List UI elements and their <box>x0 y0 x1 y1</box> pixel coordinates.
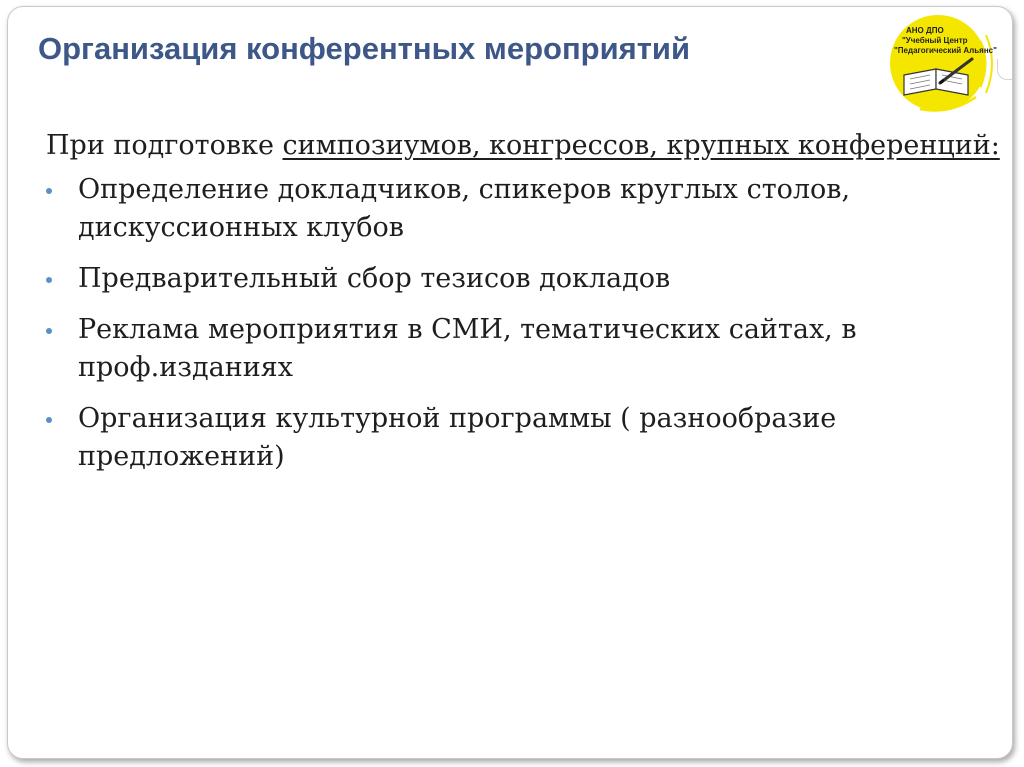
list-item-text: Реклама мероприятия в СМИ, тематических сайтах, в проф.изданиях <box>78 314 857 383</box>
list-item-text: Определение докладчиков, спикеров круглых столов, дискуссионных клубов <box>78 174 851 243</box>
logo-line-3: "Педагогический Альянс" <box>894 46 997 55</box>
list-item <box>46 260 1001 298</box>
list-item <box>46 400 1001 476</box>
logo-badge <box>880 11 1000 115</box>
list-item <box>46 311 1001 387</box>
bullet-list <box>46 171 1001 476</box>
bullet-icon <box>46 417 52 423</box>
bullet-icon <box>46 328 52 334</box>
list-item-text: Предварительный сбор тезисов докладов <box>78 263 671 294</box>
logo-line-1: АНО ДПО <box>906 26 944 35</box>
intro-underlined-text: симпозиумов, конгрессов, крупных конференций: <box>282 130 1000 161</box>
list-item-text: Организация культурной программы ( разнообразие предложений) <box>78 403 837 472</box>
logo-line-2: "Учебный Центр <box>902 36 968 45</box>
slide-frame <box>7 6 1013 759</box>
intro-text: При подготовке <box>46 130 283 161</box>
list-item <box>46 171 1001 247</box>
bullet-icon <box>46 277 52 283</box>
slide-content <box>46 127 1001 489</box>
bullet-icon <box>46 188 52 194</box>
intro-paragraph <box>46 127 1001 165</box>
slide-title: Организация конферентных мероприятий <box>38 31 691 66</box>
